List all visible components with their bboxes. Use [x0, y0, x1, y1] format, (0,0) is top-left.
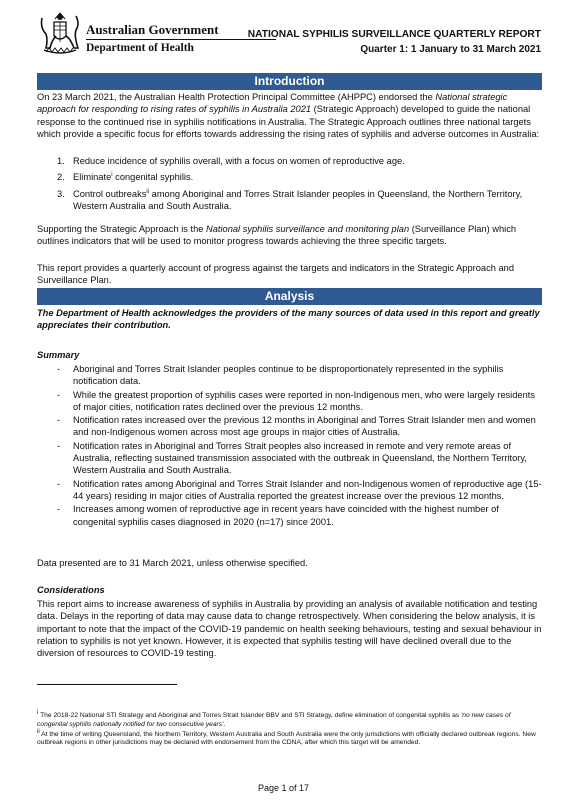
intro-p2-text-a: Supporting the Strategic Approach is the — [37, 224, 207, 234]
intro-paragraph-2 — [37, 223, 542, 248]
footnote-divider — [37, 684, 177, 685]
list-item — [37, 503, 542, 528]
target-text: Control outbreaks — [73, 188, 147, 199]
footnote-ref[interactable]: i — [111, 172, 113, 179]
list-number: 3. — [57, 188, 65, 199]
list-item — [37, 478, 542, 503]
summary-heading: Summary — [37, 350, 80, 360]
government-name: Australian Government — [86, 22, 219, 37]
list-item — [37, 414, 542, 439]
list-item — [37, 363, 542, 388]
data-note: Data presented are to 31 March 2021, unless otherwise specified. — [37, 558, 308, 568]
list-dash: - — [57, 478, 61, 489]
summary-text: Notification rates increased over the previous 12 months in Aboriginal and Torres Strait Islander men and women and non-Indigenous women across most age groups in major cities of Australia. — [73, 415, 536, 438]
report-title: NATIONAL SYPHILIS SURVEILLANCE QUARTERLY REPORT — [247, 29, 541, 40]
report-period: Quarter 1: 1 January to 31 March 2021 — [360, 44, 541, 55]
page-header — [38, 10, 541, 62]
surveillance-plan-title: National syphilis surveillance and monitoring plan — [206, 224, 410, 234]
footnote-text: At the time of writing Queensland, the Northern Territory, Western Australia and South Australia were the only jurisdictions with officially declared outbreak regions. New outbreak regions in other jurisdictions may be declared with endorsement from the CDNA, after which this target will be amended. — [37, 730, 536, 747]
footnote-ref[interactable]: ii — [146, 188, 150, 195]
list-item — [37, 188, 542, 213]
intro-p1-text-c: (Strategic Approach) developed to guide the national response to the continued rise in syphilis notifications in Australia. The Strategic Approach outlines three national targets which provide a specific focus for efforts towards addressing the rising rates of syphilis and adverse outcomes in Australia: — [37, 104, 540, 139]
footnote-mark: i — [37, 709, 39, 716]
intro-p1-text-a: On 23 March 2021, the Australian Health Protection Principal Committee (AHPPC) endorsed the — [37, 92, 436, 102]
footnote-quote: 'no new cases of congenital syphilis nationally notified for two consecutive years' — [37, 712, 511, 728]
introduction-heading: Introduction — [37, 73, 542, 90]
target-text-continued: congenital syphilis. — [112, 172, 194, 183]
list-dash: - — [57, 504, 61, 515]
strategic-approach-title: National strategic approach for responding to rising rates of syphilis in Australia 2021 — [37, 92, 508, 115]
footnote-1 — [37, 709, 542, 730]
target-text: Reduce incidence of syphilis overall, with a focus on women of reproductive age. — [73, 156, 405, 166]
summary-list — [37, 363, 542, 529]
footnote-mark: ii — [37, 728, 40, 735]
list-dash: - — [57, 389, 61, 400]
target-text: Eliminate — [73, 172, 112, 183]
summary-text: Notification rates among Aboriginal and Torres Strait Islander and non-Indigenous women of reproductive age (15-44 years) residing in major cities of Australia reported the greatest increase over the previous 12 months. — [73, 478, 542, 501]
list-item — [37, 440, 542, 477]
acknowledgement: The Department of Health acknowledges the providers of the many sources of data used in this report and greatly appreciates their contribution. — [37, 308, 540, 331]
considerations-text: This report aims to increase awareness of syphilis in Australia by providing an analysis of available notification and testing data. Delays in the reporting of data may cause data to change retrospectively. When considering the below analysis, it is important to note that the impact of the COVID-19 pandemic on health seeking behaviours, testing and sexual behaviour in relation to syphilis is not yet known. However, it is expected that syphilis testing will have declined overall due to the diversion of resources to COVID-19 testing. — [37, 599, 542, 659]
target-text-continued: among Aboriginal and Torres Strait Islander peoples in Queensland, the Northern Territory, Western Australia and South Australia. — [73, 188, 523, 211]
list-item — [37, 155, 542, 167]
summary-text: Aboriginal and Torres Strait Islander peoples continue to be disproportionately represented in the syphilis notification data. — [73, 364, 504, 387]
list-number: 2. — [57, 172, 65, 183]
list-dash: - — [57, 415, 61, 426]
list-dash: - — [57, 364, 61, 374]
list-item — [37, 171, 542, 183]
footnote-text: The 2018-22 National STI Strategy and Aboriginal and Torres Strait Islander BBV and STI Strategy, define elimination of congenital syphilis as — [38, 712, 462, 719]
coat-of-arms-icon — [38, 10, 82, 56]
footnotes — [37, 709, 542, 749]
footnote-text-end: . — [223, 720, 226, 728]
list-item — [37, 389, 542, 414]
targets-list — [37, 155, 542, 216]
footnote-2 — [37, 728, 542, 749]
analysis-heading: Analysis — [37, 288, 542, 305]
summary-text: Notification rates in Aboriginal and Torres Strait peoples also increased in remote and very remote areas of Australia, reflecting sustained transmission associated with the outbreak in Queensland, the Northern Territory, Western Australia and South Australia. — [73, 440, 527, 476]
list-number: 1. — [57, 156, 65, 166]
page-number: Page 1 of 17 — [257, 783, 310, 793]
considerations-heading: Considerations — [37, 585, 105, 595]
summary-text: Increases among women of reproductive age in recent years have coincided with the highest number of congenital syphilis cases diagnosed in 2020 (n=17) since 2001. — [73, 504, 499, 527]
list-dash: - — [57, 440, 61, 451]
intro-paragraph-3: This report provides a quarterly account of progress against the targets and indicators in the Strategic Approach and Surveillance Plan. — [37, 263, 514, 286]
department-name: Department of Health — [86, 42, 194, 54]
intro-paragraph-1 — [37, 91, 542, 140]
summary-text: While the greatest proportion of syphilis cases were reported in non-Indigenous men, who were largely residents of major cities, notification rates declined over the previous 12 months. — [73, 389, 535, 412]
intro-p2-text-c: (Surveillance Plan) which outlines indicators that will be used to monitor progress towards achieving the three specific targets. — [37, 224, 517, 247]
